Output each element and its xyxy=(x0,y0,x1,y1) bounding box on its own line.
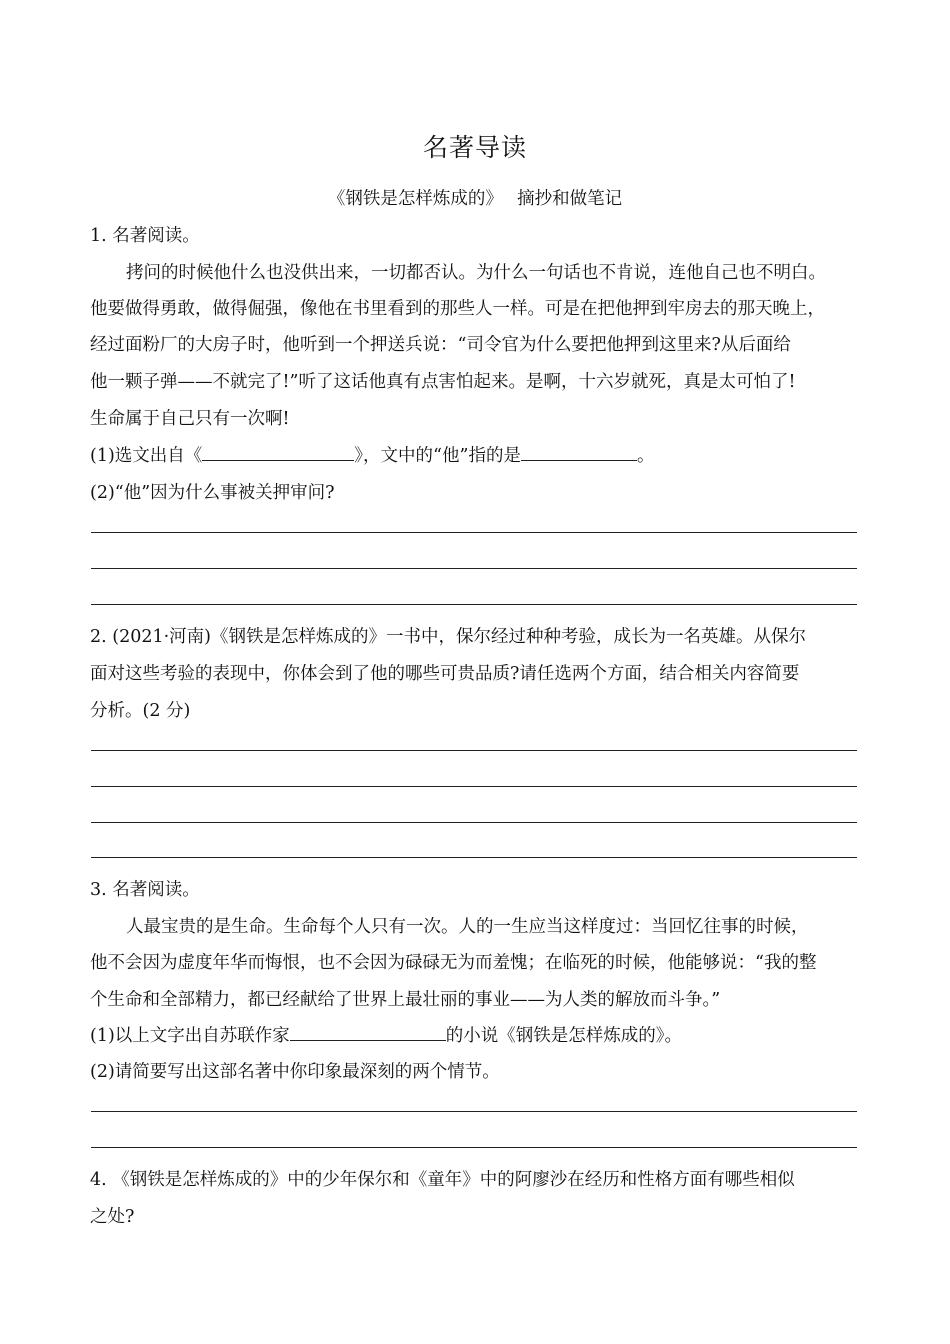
q1-answer-line[interactable] xyxy=(91,604,857,605)
q1-passage-line: 生命属于自己只有一次啊! xyxy=(90,409,290,429)
q2-answer-line[interactable] xyxy=(91,750,857,751)
q3-sub2: (2)请简要写出这部名著中你印象最深刻的两个情节。 xyxy=(90,1062,500,1082)
q1-passage-line: 经过面粉厂的大房子时，他听到一个押送兵说：“司令官为什么要把他押到这里来?从后面给 xyxy=(90,335,791,355)
q1-sub1-text-b: 》，文中的“他”指的是 xyxy=(354,446,521,466)
q3-passage-line: 他不会因为虚度年华而悔恨，也不会因为碌碌无为而羞愧；在临死的时候，他能够说：“我的整 xyxy=(90,953,817,973)
q1-sub1-text-c: 。 xyxy=(636,446,655,466)
page-title: 名著导读 xyxy=(422,133,527,162)
q1-passage-line: 他要做得勇敢，做得倔强，像他在书里看到的那些人一样。可是在把他押到牢房去的那天晚上， xyxy=(90,299,825,319)
q1-answer-line[interactable] xyxy=(91,568,857,569)
q1-passage-line: 他一颗子弹——不就完了!”听了这话他真有点害怕起来。是啊，十六岁就死，真是太可怕了! xyxy=(90,372,796,392)
q1-passage-line: 拷问的时候他什么也没供出来，一切都否认。为什么一句话也不肯说，连他自己也不明白。 xyxy=(126,263,826,283)
q4-line: 之处? xyxy=(90,1207,135,1227)
q2-answer-line[interactable] xyxy=(91,786,857,787)
q2-line: 面对这些考验的表现中，你体会到了他的哪些可贵品质?请任选两个方面，结合相关内容简要 xyxy=(90,664,800,684)
q2-line: 2. (2021·河南)《钢铁是怎样炼成的》一书中，保尔经过种种考验，成长为一名英雄。从保尔 xyxy=(90,627,807,647)
q1-person-blank[interactable] xyxy=(521,442,637,461)
q4-line: 4. 《钢铁是怎样炼成的》中的少年保尔和《童年》中的阿廖沙在经历和性格方面有哪些相似 xyxy=(90,1170,795,1190)
q1-sub1-text-a: (1)选文出自《 xyxy=(90,446,203,466)
q2-answer-line[interactable] xyxy=(91,857,857,858)
q2-line: 分析。(2 分) xyxy=(90,701,191,721)
q3-sub1 xyxy=(90,1022,682,1047)
q1-sub1 xyxy=(90,442,654,467)
q3-author-blank[interactable] xyxy=(290,1022,446,1041)
q1-answer-line[interactable] xyxy=(91,532,857,533)
q1-sub2: (2)“他”因为什么事被关押审问? xyxy=(90,483,335,503)
q1-book-blank[interactable] xyxy=(202,442,354,461)
q3-passage-line: 个生命和全部精力，都已经献给了世界上最壮丽的事业——为人类的解放而斗争。” xyxy=(90,990,721,1010)
q2-answer-line[interactable] xyxy=(91,822,857,823)
q3-sub1-text-b: 的小说《钢铁是怎样炼成的》。 xyxy=(445,1026,683,1046)
page-subtitle: 《钢铁是怎样炼成的》 摘抄和做笔记 xyxy=(327,189,623,209)
q3-answer-line[interactable] xyxy=(91,1111,857,1112)
q3-heading: 3. 名著阅读。 xyxy=(90,880,200,900)
q3-passage-line: 人最宝贵的是生命。生命每个人只有一次。人的一生应当这样度过：当回忆往事的时候， xyxy=(126,917,809,937)
q1-heading: 1. 名著阅读。 xyxy=(90,226,200,246)
q3-sub1-text-a: (1)以上文字出自苏联作家 xyxy=(90,1026,290,1046)
q3-answer-line[interactable] xyxy=(91,1147,857,1148)
